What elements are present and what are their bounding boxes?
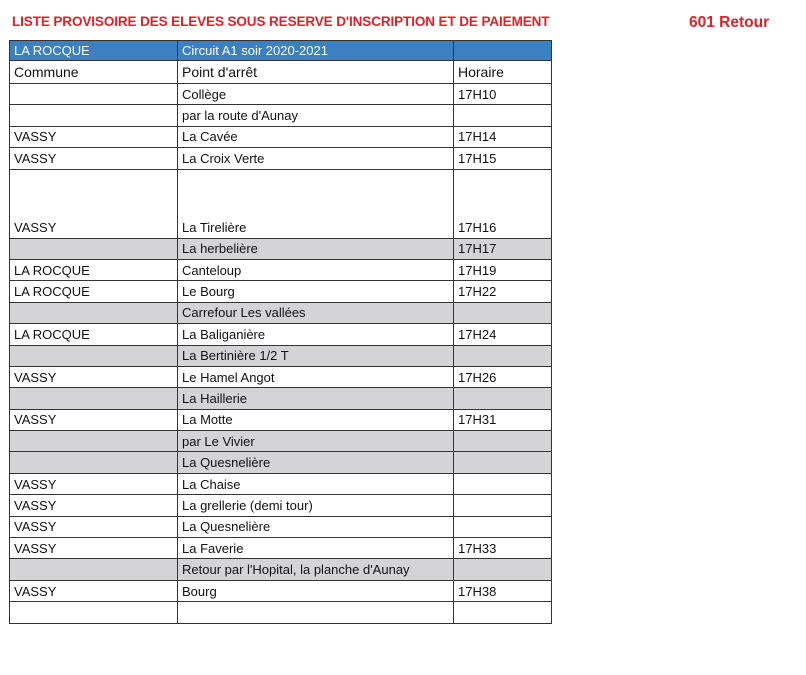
table-row [10, 324, 552, 345]
document-title: LISTE PROVISOIRE DES ELEVES SOUS RESERVE D'INSCRIPTION ET DE PAIEMENT [12, 14, 550, 29]
cell-time [454, 302, 552, 323]
cell-time: 17H16 [454, 169, 552, 238]
cell-time: 17H22 [454, 281, 552, 302]
table-band-row [10, 41, 552, 61]
cell-commune: VASSY [10, 409, 178, 430]
table-row [10, 281, 552, 302]
cell-stop: La Cavée [178, 126, 454, 147]
cell-commune [10, 238, 178, 259]
cell-stop: Le Bourg [178, 281, 454, 302]
table-row [10, 126, 552, 147]
cell-commune: LA ROCQUE [10, 324, 178, 345]
table-row [10, 302, 552, 323]
table-row [10, 452, 552, 473]
cell-time: 17H17 [454, 238, 552, 259]
route-reference: 601 Retour [689, 14, 770, 31]
cell-stop: La Faverie [178, 538, 454, 559]
cell-time: 17H19 [454, 259, 552, 280]
cell-commune [10, 105, 178, 126]
cell-time [454, 345, 552, 366]
cell-time: 17H38 [454, 580, 552, 601]
cell-commune: VASSY [10, 580, 178, 601]
cell-stop: Carrefour Les vallées [178, 302, 454, 323]
cell-commune: VASSY [10, 366, 178, 387]
cell-commune [10, 431, 178, 452]
cell-commune [10, 602, 178, 623]
column-header-time: Horaire [454, 61, 552, 84]
cell-stop: La Quesnelière [178, 452, 454, 473]
cell-stop: La Croix Verte [178, 148, 454, 169]
cell-stop: Retour par l'Hopital, la planche d'Aunay [178, 559, 454, 580]
cell-time [454, 473, 552, 494]
cell-stop: La Quesnelière [178, 516, 454, 537]
cell-stop: La Haillerie [178, 388, 454, 409]
table-row [10, 105, 552, 126]
column-header-commune: Commune [10, 61, 178, 84]
cell-time: 17H31 [454, 409, 552, 430]
cell-time [454, 602, 552, 623]
cell-time: 17H33 [454, 538, 552, 559]
cell-time [454, 516, 552, 537]
cell-commune: VASSY [10, 495, 178, 516]
cell-commune: LA ROCQUE [10, 259, 178, 280]
cell-stop: par Le Vivier [178, 431, 454, 452]
cell-commune: VASSY [10, 473, 178, 494]
cell-stop [178, 602, 454, 623]
cell-time [454, 431, 552, 452]
cell-stop: La Motte [178, 409, 454, 430]
cell-time [454, 495, 552, 516]
cell-time: 17H26 [454, 366, 552, 387]
cell-stop: La Tirelière [178, 169, 454, 238]
table-row [10, 388, 552, 409]
cell-stop: La Chaise [178, 473, 454, 494]
cell-time: 17H15 [454, 148, 552, 169]
schedule-table [9, 40, 552, 624]
band-horaire [454, 41, 552, 61]
table-row [10, 538, 552, 559]
cell-time: 17H10 [454, 84, 552, 105]
cell-time [454, 452, 552, 473]
cell-commune [10, 345, 178, 366]
band-circuit: Circuit A1 soir 2020-2021 [178, 41, 454, 61]
cell-stop: Canteloup [178, 259, 454, 280]
cell-time: 17H24 [454, 324, 552, 345]
cell-stop: Bourg [178, 580, 454, 601]
cell-commune: VASSY [10, 516, 178, 537]
table-row [10, 580, 552, 601]
band-commune: LA ROCQUE [10, 41, 178, 61]
table-row [10, 409, 552, 430]
cell-commune [10, 302, 178, 323]
table-row [10, 516, 552, 537]
cell-commune [10, 388, 178, 409]
cell-commune [10, 452, 178, 473]
cell-stop: La Baliganière [178, 324, 454, 345]
cell-commune: VASSY [10, 126, 178, 147]
cell-stop: La Bertinière 1/2 T [178, 345, 454, 366]
table-row [10, 431, 552, 452]
cell-time [454, 388, 552, 409]
cell-commune [10, 559, 178, 580]
cell-time [454, 559, 552, 580]
table-row [10, 259, 552, 280]
cell-time [454, 105, 552, 126]
table-row [10, 345, 552, 366]
cell-stop: Le Hamel Angot [178, 366, 454, 387]
table-row [10, 84, 552, 105]
cell-stop: La grellerie (demi tour) [178, 495, 454, 516]
column-header-stop: Point d'arrêt [178, 61, 454, 84]
table-row [10, 495, 552, 516]
cell-stop: par la route d'Aunay [178, 105, 454, 126]
table-row [10, 473, 552, 494]
table-row [10, 366, 552, 387]
cell-commune: VASSY [10, 538, 178, 559]
cell-stop: La herbelière [178, 238, 454, 259]
table-row [10, 169, 552, 238]
cell-stop: Collège [178, 84, 454, 105]
table-row [10, 238, 552, 259]
table-row [10, 602, 552, 623]
table-row [10, 148, 552, 169]
table-row [10, 559, 552, 580]
cell-commune: VASSY [10, 148, 178, 169]
column-header-row [10, 61, 552, 84]
cell-commune: VASSY [10, 169, 178, 238]
cell-commune: LA ROCQUE [10, 281, 178, 302]
cell-commune [10, 84, 178, 105]
cell-time: 17H14 [454, 126, 552, 147]
